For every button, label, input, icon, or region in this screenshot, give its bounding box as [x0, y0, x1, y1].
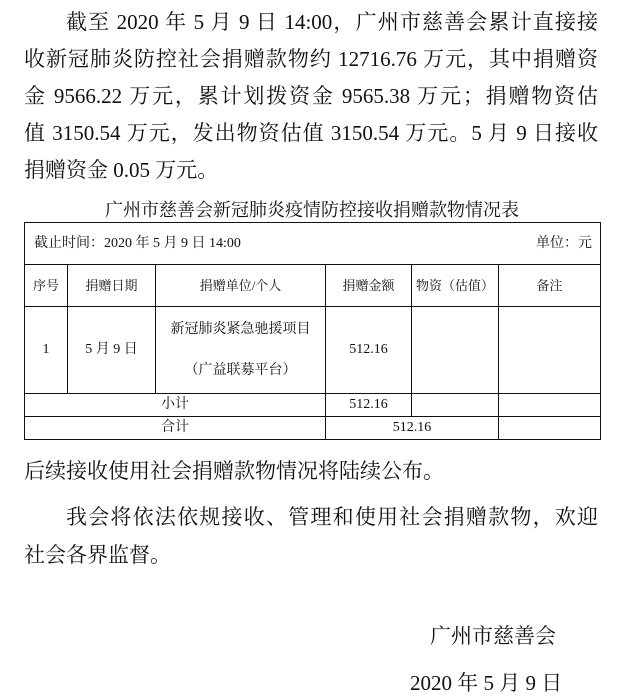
- table-title: 广州市慈善会新冠肺炎疫情防控接收捐赠款物情况表: [105, 200, 519, 220]
- cutoff-time: 截止时间：2020 年 5 月 9 日 14:00: [34, 235, 241, 251]
- subtotal-goods-value: [412, 394, 499, 417]
- total-amount: 512.16: [326, 417, 499, 440]
- header-amount: 捐赠金额: [326, 265, 412, 307]
- subtotal-row: [25, 394, 601, 417]
- closing-line: 我会将依法依规接收、管理和使用社会捐赠款物，欢迎: [66, 505, 598, 529]
- subtotal-amount: 512.16: [326, 394, 412, 417]
- subtotal-label: 小计: [25, 394, 326, 417]
- total-remark: [499, 417, 601, 440]
- closing-line: 社会各界监督。: [24, 543, 171, 567]
- table-info: [25, 235, 600, 253]
- row-date: 5 月 9 日: [68, 307, 156, 394]
- row-amount: 512.16: [326, 307, 412, 394]
- table-header-row: [25, 265, 601, 307]
- closing-paragraph: [24, 498, 598, 574]
- row-donor-name: 新冠肺炎紧急驰援项目: [170, 322, 311, 337]
- table-info-cell: [25, 223, 601, 265]
- summary-paragraph: [24, 4, 598, 189]
- header-remark: 备注: [499, 265, 601, 307]
- summary-line: 值 3150.54 万元，发出物资估值 3150.54 万元。5 月 9 日接收: [24, 121, 598, 145]
- header-date: 捐赠日期: [68, 265, 156, 307]
- row-goods-value: [412, 307, 499, 394]
- summary-line: 截至 2020 年 5 月 9 日 14:00，广州市慈善会累计直接接: [66, 10, 598, 34]
- subtotal-remark: [499, 394, 601, 417]
- header-goods-value: 物资（估值）: [412, 265, 499, 307]
- follow-up-note: 后续接收使用社会捐赠款物情况将陆续公布。: [24, 459, 444, 483]
- row-donor: [156, 307, 326, 394]
- total-row: [25, 417, 601, 440]
- row-remark: [499, 307, 601, 394]
- row-donor-platform: （广益联募平台）: [184, 363, 297, 378]
- table-row: [25, 307, 601, 394]
- total-label: 合计: [25, 417, 326, 440]
- summary-line: 金 9566.22 万元，累计划拨资金 9565.38 万元；捐赠物资估: [24, 84, 598, 108]
- donation-table: [24, 222, 601, 440]
- summary-line: 收新冠肺炎防控社会捐赠款物约 12716.76 万元，其中捐赠资: [24, 47, 598, 71]
- table-info-row: [25, 223, 601, 265]
- summary-line: 捐赠资金 0.05 万元。: [24, 158, 219, 182]
- signature: 广州市慈善会: [430, 624, 556, 648]
- row-index: 1: [25, 307, 68, 394]
- header-index: 序号: [25, 265, 68, 307]
- header-donor: 捐赠单位/个人: [156, 265, 326, 307]
- unit-label: 单位：元: [536, 235, 593, 251]
- signature-date: 2020 年 5 月 9 日: [410, 671, 563, 695]
